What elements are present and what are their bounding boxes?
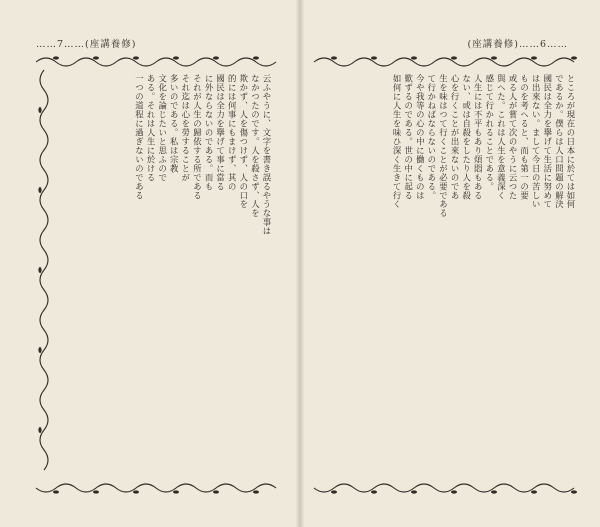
left-column: それが人生の歸依する所である: [192, 74, 203, 200]
book-gutter: [296, 0, 304, 527]
right-column: 與へた。これは人生を意義深く: [496, 74, 507, 200]
right-column: 今や我等の心の中に働くものは: [415, 74, 426, 200]
right-column: 如何に人生を味ひ深く生きて行く: [392, 74, 403, 209]
right-column: 國民は全力を擧げて生活に努めて: [542, 74, 553, 209]
left-column: 文化を論じたいと思ふので: [157, 74, 168, 182]
right-column: 歎ずるのである。世の中に起る: [403, 74, 414, 200]
left-column: ある。それは人生に於ける: [146, 74, 157, 182]
right-column: 生を味はつて行くことが必要である: [438, 74, 449, 218]
left-column: それ迄は心を勞することが: [180, 74, 191, 182]
right-column: ものを考へると、而も第一の要: [519, 74, 530, 200]
left-column: 多いのである。私は宗教: [169, 74, 180, 173]
left-running-head: [36, 36, 136, 50]
right-column: ところが現在の日本に於ては如何: [566, 74, 576, 209]
right-column: 感じて行かれることである。: [484, 74, 495, 191]
right-column: 人生には不平もあり煩悶もある: [473, 74, 484, 200]
right-column: は出來ない。まして今日の苦しい: [531, 74, 542, 209]
right-column: 心を行くことが出來ないのであ: [450, 74, 461, 200]
left-column: 一つの道程に過ぎないのである: [134, 74, 145, 200]
left-column: 云ふやうに、文字を書き誤るやうな事は: [262, 74, 272, 236]
left-column: に外ならないのである。而も: [204, 74, 215, 191]
left-column: なかつたのです。人を殺さず、人を: [250, 74, 261, 218]
right-text-body: [314, 74, 576, 474]
right-column: 或る人が嘗て次のやうに云つた: [508, 74, 519, 200]
left-column: 欺かず、人を傷つけず、人の口を: [238, 74, 249, 209]
left-column: 的には何事にもまけず、其の: [227, 74, 238, 191]
left-text-body: [64, 74, 272, 474]
right-column: て行かねばならないのである。: [426, 74, 437, 200]
right-column: ない、或は自殺をしたり人を殺: [461, 74, 472, 200]
right-column: であるか。僕らは人口問題の解決: [554, 74, 565, 209]
left-column: 國民は全力を擧げて事に當る: [215, 74, 226, 191]
right-running-head-text: (座講養修)……6……: [467, 39, 568, 50]
right-running-head: [468, 36, 568, 50]
left-running-head-text: ……7……(座講養修): [36, 39, 137, 50]
right-page: [300, 0, 600, 527]
